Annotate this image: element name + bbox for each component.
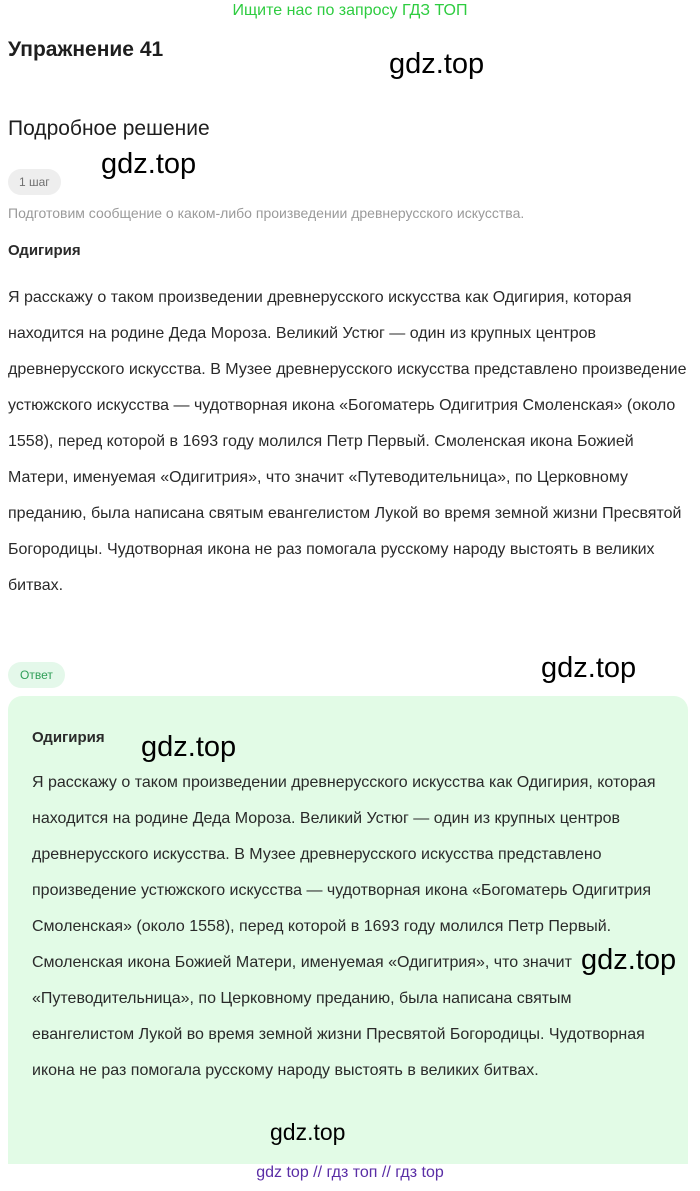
footer-link-gdz-top[interactable]: gdz top — [256, 1164, 309, 1181]
footer-link-gdz-top-mixed[interactable]: гдз top — [395, 1164, 444, 1181]
watermark: gdz.top — [541, 652, 637, 684]
solution-section-title: Подробное решение — [8, 117, 210, 140]
exercise-title: Упражнение 41 — [8, 38, 164, 61]
watermark: gdz.top — [581, 944, 677, 976]
footer-link-gdz-top-ru[interactable]: гдз топ — [326, 1164, 378, 1181]
answer-heading: Одигирия — [32, 729, 105, 746]
watermark: gdz.top — [101, 148, 197, 180]
watermark: gdz.top — [389, 48, 485, 80]
search-hint-banner: Ищите нас по запросу ГДЗ ТОП — [232, 2, 468, 19]
answer-badge: Ответ — [8, 662, 65, 688]
step-badge: 1 шаг — [8, 169, 61, 195]
solution-heading: Одигирия — [8, 242, 81, 259]
footer-separator: // — [381, 1164, 391, 1181]
task-description: Подготовим сообщение о каком-либо произведении древнерусского искусства. — [8, 205, 525, 221]
watermark: gdz.top — [270, 1119, 346, 1145]
solution-text: Я расскажу о таком произведении древнерусского искусства как Одигирия, которая находится на родине Деда Мороза. Великий Устюг — один из крупных центров древнерусского искусства. В Музее древнерусского искусства представлено произведение устюжского искусства — чудотворная икона «Богоматерь Одигитрия Смоленская» (около 1558), перед которой в 1693 году молился Петр Первый. Смоленская икона Божией Матери, именуемая «Одигитрия», что значит «Путеводительница», по Церковному преданию, была написана святым евангелистом Лукой во время земной жизни Пресвятой Богородицы. Чудотворная икона не раз помогала русскому народу выстоять в великих битвах. — [8, 289, 687, 594]
watermark: gdz.top — [141, 731, 237, 763]
footer-links — [0, 1164, 700, 1182]
footer-separator: // — [313, 1164, 323, 1181]
answer-text: Я расскажу о таком произведении древнерусского искусства как Одигирия, которая находится на родине Деда Мороза. Великий Устюг — один из крупных центров древнерусского искусства. В Музее древнерусского искусства представлено произведение устюжского искусства — чудотворная икона «Богоматерь Одигитрия Смоленская» (около 1558), перед которой в 1693 году молился Петр Первый. Смоленская икона Божией Матери, именуемая «Одигитрия», что значит «Путеводительница», по Церковному преданию, была написана святым евангелистом Лукой во время земной жизни Пресвятой Богородицы. Чудотворная икона не раз помогала русскому народу выстоять в великих битвах. — [32, 774, 656, 1079]
